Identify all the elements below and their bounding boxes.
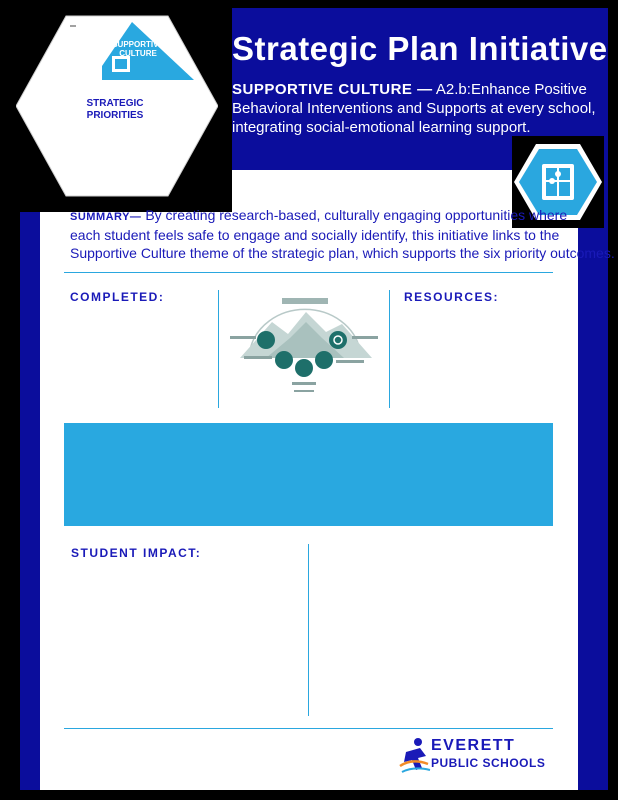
theme-line-2: Behavioral Interventions and Supports at every school, bbox=[232, 100, 596, 117]
page-title: Strategic Plan Initiative bbox=[232, 30, 608, 67]
page-bottom-edge bbox=[0, 790, 618, 800]
runner-logo-icon bbox=[398, 736, 432, 776]
badge-line-2: CULTURE bbox=[119, 49, 157, 58]
divider-vertical-right bbox=[389, 290, 390, 408]
summary-text bbox=[70, 206, 615, 262]
org-name-line-1: EVERETT bbox=[431, 737, 516, 754]
summary-line-1: By creating research-based, culturally engaging opportunities where bbox=[141, 207, 568, 223]
theme-line-1: A2.b:Enhance Positive bbox=[432, 81, 587, 98]
priorities-line-2: PRIORITIES bbox=[86, 110, 144, 121]
divider-bottom bbox=[64, 728, 553, 729]
org-name-line-2: PUBLIC SCHOOLS bbox=[431, 756, 546, 770]
theme-line-3: integrating social-emotional learning support. bbox=[232, 119, 531, 136]
theme-description bbox=[232, 80, 612, 137]
summary-line-3: Supportive Culture theme of the strategic plan, which supports the six priority outcomes. bbox=[70, 245, 615, 261]
summary-label: SUMMARY— bbox=[70, 211, 142, 223]
everett-public-schools-logo bbox=[398, 734, 558, 776]
theme-label: SUPPORTIVE CULTURE — bbox=[232, 81, 433, 98]
completed-heading: COMPLETED: bbox=[70, 290, 165, 304]
student-impact-heading: STUDENT IMPACT: bbox=[71, 546, 202, 560]
badge-line-1: SUPPORTIVE bbox=[112, 40, 164, 49]
divider-vertical-bottom bbox=[308, 544, 309, 716]
divider-top bbox=[64, 272, 553, 273]
strategic-priorities-hexagon bbox=[16, 14, 218, 198]
summary-line-2: each student feels safe to engage and socially identify, this initiative links to the bbox=[70, 227, 560, 243]
resources-heading: RESOURCES: bbox=[404, 290, 500, 304]
divider-vertical-left bbox=[218, 290, 219, 408]
right-border-strip bbox=[578, 170, 596, 800]
highlight-band bbox=[64, 423, 553, 526]
priority-outcomes-graphic bbox=[226, 296, 384, 400]
priorities-line-1: STRATEGIC bbox=[86, 98, 144, 109]
